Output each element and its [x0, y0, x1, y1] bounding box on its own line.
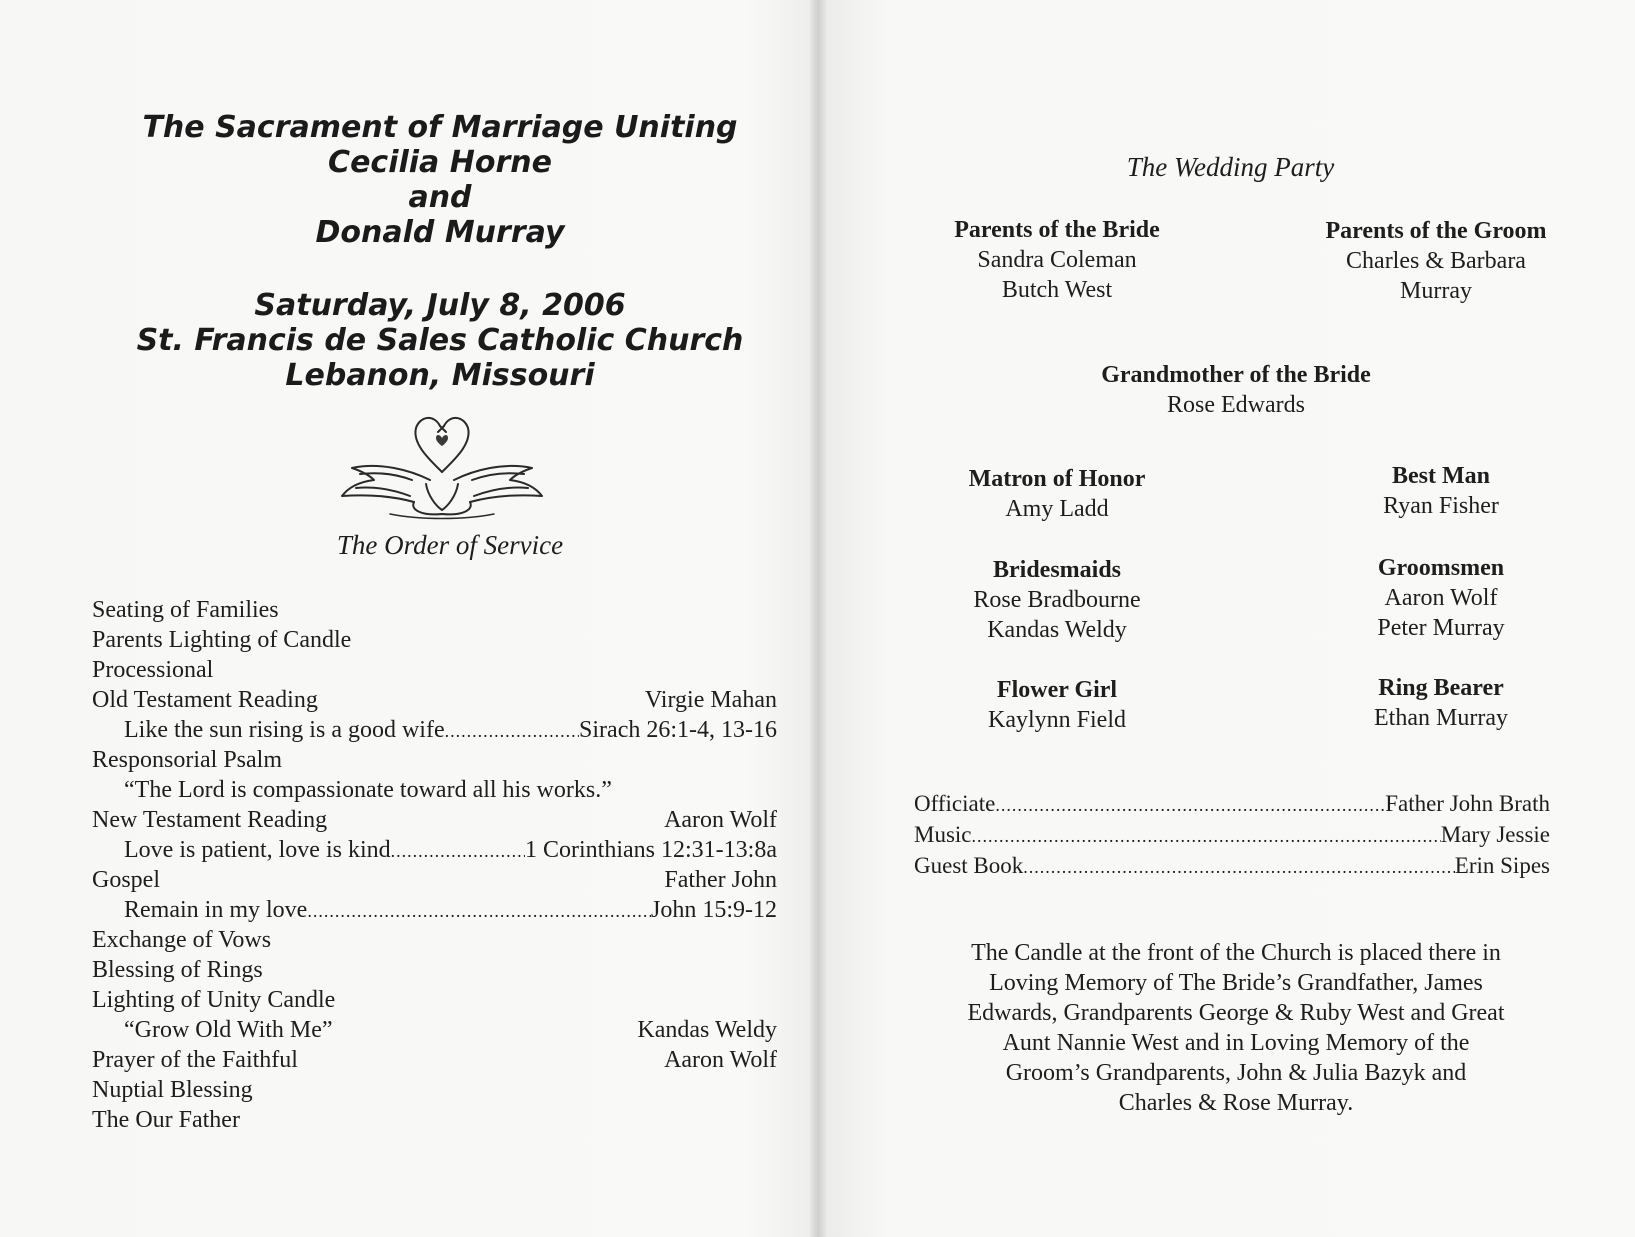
service-item-label: Prayer of the Faithful [92, 1047, 298, 1073]
role-label: Matron of Honor [968, 466, 1146, 492]
service-item-label: Blessing of Rings [92, 957, 263, 983]
grandmother-of-bride [1006, 360, 1466, 420]
parents-of-groom [1286, 216, 1586, 306]
service-item-label: Love is patient, love is kind [124, 837, 391, 863]
service-item-label: Seating of Families [92, 597, 279, 623]
party-name: Charles & Barbara [1346, 248, 1526, 274]
official-label: Officiate [914, 791, 996, 816]
service-item-row [92, 865, 777, 895]
groom-name: Donald Murray [315, 215, 565, 250]
church-name: St. Francis de Sales Catholic Church [136, 323, 744, 358]
page-gutter [810, 0, 826, 1237]
service-item-row [92, 985, 777, 1015]
party-name: Kandas Weldy [987, 617, 1127, 643]
memorial-note [886, 938, 1586, 1118]
service-item-label: The Our Father [92, 1107, 240, 1133]
service-item-label: “The Lord is compassionate toward all his works.” [124, 777, 612, 803]
service-reading-row [92, 715, 777, 745]
flower-girl [922, 675, 1192, 735]
service-reading-row [92, 835, 777, 865]
church-location: Lebanon, Missouri [285, 358, 595, 393]
heading-line: The Sacrament of Marriage Uniting [142, 110, 738, 145]
role-label: Bridesmaids [992, 557, 1121, 583]
officials-list [914, 789, 1550, 882]
matron-of-honor [922, 464, 1192, 524]
service-reading-row [92, 895, 777, 925]
ring-bearer [1296, 673, 1586, 733]
service-item-label: New Testament Reading [92, 807, 328, 833]
memorial-line: Loving Memory of The Bride’s Grandfather, James [989, 970, 1483, 996]
service-item-row [92, 775, 777, 805]
service-participant: Aaron Wolf [664, 807, 777, 833]
two-swans-heart-icon [330, 410, 555, 520]
service-item-label: Lighting of Unity Candle [92, 987, 336, 1013]
dot-leader [445, 716, 579, 746]
party-name: Peter Murray [1377, 615, 1505, 641]
memorial-line: Groom’s Grandparents, John & Julia Bazyk and [1005, 1060, 1467, 1086]
party-name: Ryan Fisher [1383, 493, 1499, 519]
scripture-citation: 1 Corinthians 12:31-13:8a [525, 837, 777, 863]
service-item-label: Remain in my love [124, 897, 308, 923]
service-item-row [92, 1105, 777, 1135]
dot-leader [995, 790, 1385, 820]
official-label: Music [914, 822, 972, 847]
service-item-row [92, 1075, 777, 1105]
left-page [0, 0, 810, 1237]
service-item-row [92, 805, 777, 835]
right-page [826, 0, 1635, 1237]
party-name: Kaylynn Field [988, 707, 1126, 733]
service-item-label: Nuptial Blessing [92, 1077, 253, 1103]
service-item-row [92, 655, 777, 685]
role-label: Groomsmen [1377, 555, 1505, 581]
dot-leader [391, 836, 525, 866]
role-label: Parents of the Groom [1325, 218, 1547, 244]
service-item-row [92, 1045, 777, 1075]
party-name: Rose Bradbourne [973, 587, 1141, 613]
official-row [914, 820, 1550, 851]
service-item-label: Old Testament Reading [92, 687, 318, 713]
official-label: Guest Book [914, 853, 1024, 878]
party-name: Sandra Coleman [977, 247, 1137, 273]
service-item-label: Gospel [92, 867, 160, 893]
party-name: Amy Ladd [1005, 496, 1109, 522]
dot-leader [307, 896, 651, 926]
memorial-line: The Candle at the front of the Church is placed there in [971, 940, 1501, 966]
service-participant: Kandas Weldy [637, 1017, 777, 1043]
service-item-row [92, 925, 777, 955]
service-item-label: Processional [92, 657, 214, 683]
scripture-citation: Sirach 26:1-4, 13-16 [579, 717, 777, 743]
memorial-line: Edwards, Grandparents George & Ruby West and Great [967, 1000, 1505, 1026]
role-label: Grandmother of the Bride [1101, 362, 1371, 388]
service-item-label: “Grow Old With Me” [124, 1017, 333, 1043]
wedding-date: Saturday, July 8, 2006 [254, 288, 626, 323]
service-item-row [92, 745, 777, 775]
heading-line: and [408, 180, 472, 215]
official-value: Erin Sipes [1454, 853, 1550, 878]
party-name: Rose Edwards [1167, 392, 1305, 418]
service-item-label: Like the sun rising is a good wife [124, 717, 445, 743]
service-item-row [92, 595, 777, 625]
ceremony-details [60, 288, 820, 393]
service-item-row [92, 955, 777, 985]
bride-name: Cecilia Horne [328, 145, 552, 180]
scripture-citation: John 15:9-12 [651, 897, 777, 923]
service-participant: Virgie Mahan [644, 687, 777, 713]
bridesmaids [922, 555, 1192, 645]
official-value: Father John Brath [1385, 791, 1550, 816]
program-heading [60, 110, 820, 250]
party-name: Butch West [1001, 277, 1113, 303]
service-item-label: Parents Lighting of Candle [92, 627, 352, 653]
official-row [914, 851, 1550, 882]
role-label: Best Man [1392, 463, 1490, 489]
role-label: Ring Bearer [1378, 675, 1504, 701]
official-value: Mary Jessie [1440, 822, 1550, 847]
official-row [914, 789, 1550, 820]
service-item-row [92, 625, 777, 655]
party-name: Aaron Wolf [1384, 585, 1498, 611]
service-participant: Father John [664, 867, 777, 893]
memorial-line: Charles & Rose Murray. [1118, 1090, 1354, 1116]
service-item-row [92, 685, 777, 715]
memorial-line: Aunt Nannie West and in Loving Memory of the [1002, 1030, 1470, 1056]
dot-leader [1023, 852, 1455, 882]
service-participant: Aaron Wolf [664, 1047, 777, 1073]
order-of-service-title: The Order of Service [336, 530, 564, 560]
role-label: Parents of the Bride [954, 217, 1160, 243]
order-of-service-list [92, 595, 777, 1135]
party-name: Murray [1400, 278, 1472, 304]
parents-of-bride [932, 215, 1182, 305]
dot-leader [972, 821, 1441, 851]
role-label: Flower Girl [996, 677, 1118, 703]
groomsmen [1296, 553, 1586, 643]
service-item-label: Responsorial Psalm [92, 747, 282, 773]
service-item-row [92, 1015, 777, 1045]
party-name: Ethan Murray [1374, 705, 1508, 731]
service-item-label: Exchange of Vows [92, 927, 272, 953]
wedding-party-title: The Wedding Party [1126, 152, 1335, 182]
best-man [1296, 461, 1586, 521]
